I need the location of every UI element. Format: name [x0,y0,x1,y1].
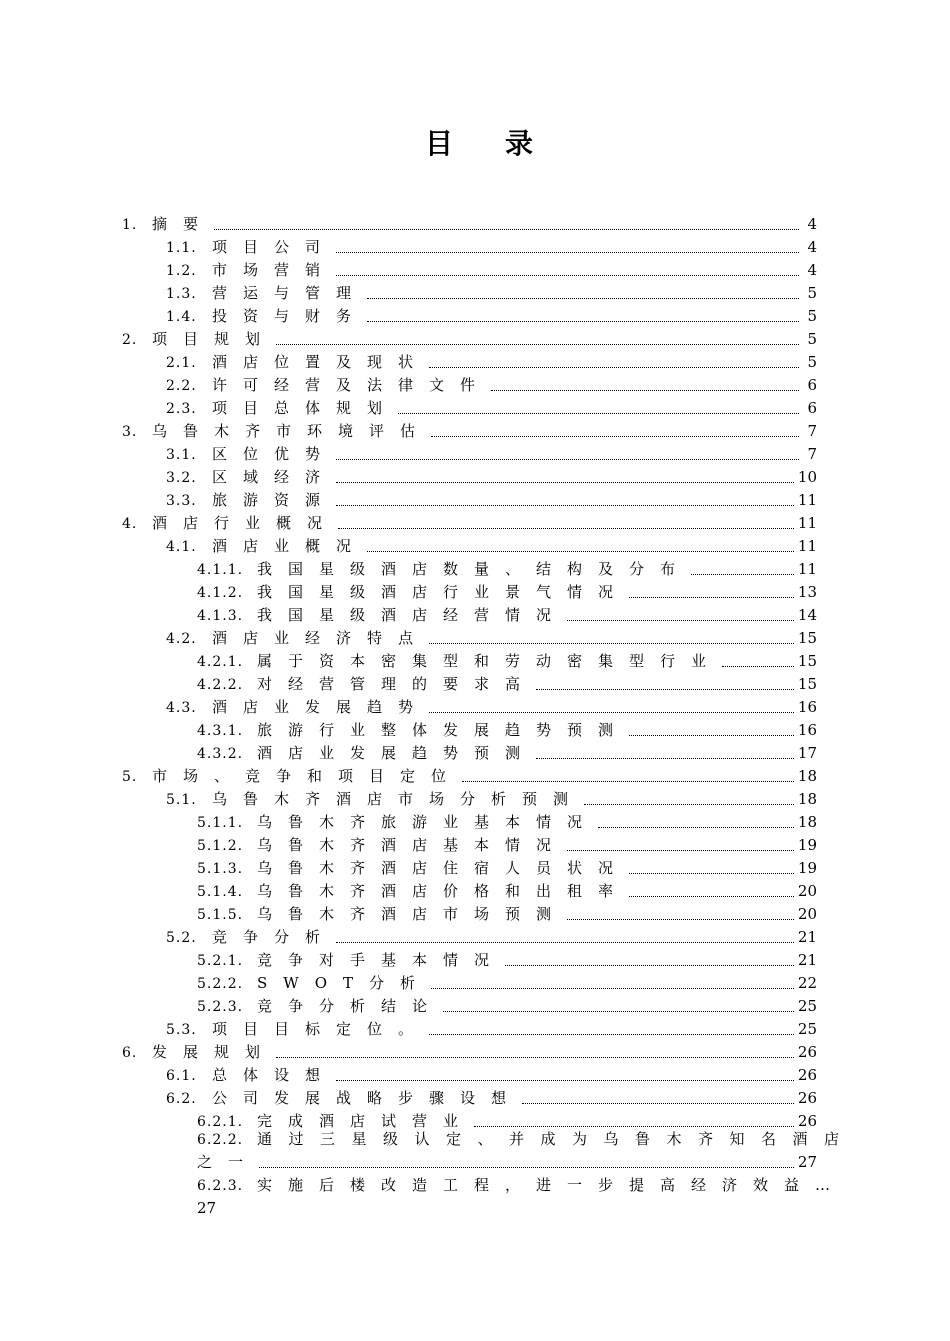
toc-leader-dots [474,1110,794,1127]
toc-entry-5[interactable] [122,765,817,788]
toc-entry-title: 实施后楼改造工程，进一步提高经济效益… [257,1176,847,1194]
toc-entry-number: 4.1.1. [197,562,244,578]
toc-page-number: 4 [807,238,817,256]
toc-entry-number: 6. [122,1045,138,1061]
toc-entry-5-1-3[interactable] [197,857,817,880]
toc-entry-title: 乌鲁木齐旅游业基本情况 [257,813,599,831]
toc-entry-title: 乌鲁木齐酒店基本情况 [257,836,568,854]
toc-page-number: 7 [807,445,817,463]
toc-leader-dots [367,282,799,299]
toc-leader-dots [598,811,794,828]
toc-entry-title: 许可经营及法律文件 [212,376,492,394]
toc-page-number: 16 [797,698,817,716]
toc-leader-dots [522,1087,794,1104]
toc-leader-dots [336,443,799,460]
toc-entry-title: SWOT分析 [257,974,431,992]
toc-entry-4-2-1[interactable] [197,650,817,673]
toc-page-number: 27 [197,1199,217,1217]
toc-page-number: 16 [797,721,817,739]
toc-leader-dots [567,903,794,920]
toc-entry-3-2[interactable] [166,466,817,489]
toc-leader-dots [536,673,794,690]
toc-entry-number: 4.1. [166,539,197,555]
toc-leader-dots [629,581,794,598]
toc-entry-title: 项目目标定位。 [212,1020,430,1038]
toc-entry-4-2-2[interactable] [197,673,817,696]
toc-leader-dots [398,397,799,414]
toc-entry-number: 3.2. [166,470,197,486]
toc-page-number: 18 [797,813,817,831]
toc-page-number: 5 [807,353,817,371]
toc-leader-dots [629,880,794,897]
toc-entry-5-1-2[interactable] [197,834,817,857]
toc-entry-6-2-2-line2[interactable] [197,1151,817,1174]
toc-entry-number: 3.1. [166,447,197,463]
toc-page-number: 19 [797,859,817,877]
toc-entry-number: 1. [122,217,138,233]
toc-page-number: 21 [797,928,817,946]
toc-page-number: 15 [797,675,817,693]
toc-entry-6-2-3-line1[interactable] [197,1174,846,1198]
toc-entry-number: 4.3.2. [197,746,244,762]
toc-entry-3[interactable] [122,420,817,443]
toc-entry-number: 5.1. [166,792,197,808]
toc-leader-dots [367,305,799,322]
toc-leader-dots [722,650,794,667]
toc-page-number: 15 [797,629,817,647]
toc-entry-4-3[interactable] [166,696,817,719]
toc-entry-number: 3. [122,424,138,440]
toc-entry-title: 我国星级酒店经营情况 [257,606,568,624]
toc-leader-dots [336,926,794,943]
toc-entry-number: 5.2. [166,930,197,946]
toc-entry-number: 4.2. [166,631,197,647]
toc-leader-dots [491,374,799,391]
toc-entry-title: 总体设想 [212,1066,337,1084]
toc-entry-4-1-2[interactable] [197,581,817,604]
toc-leader-dots [276,328,799,345]
toc-entry-number: 4.2.2. [197,677,244,693]
toc-leader-dots [584,788,794,805]
toc-entry-title: 之一 [197,1153,260,1171]
toc-entry-number: 5.2.2. [197,976,244,992]
toc-leader-dots [431,420,799,437]
toc-leader-dots [429,1018,794,1035]
toc-entry-title: 属于资本密集型和劳动密集型行业 [257,652,723,670]
toc-page-number: 18 [797,767,817,785]
toc-leader-dots [214,213,799,230]
toc-page-number: 25 [797,997,817,1015]
toc-entry-1[interactable] [122,213,817,236]
toc-leader-dots [567,604,794,621]
toc-entry-number: 5.1.2. [197,838,244,854]
toc-entry-title: 竞争分析 [212,928,337,946]
toc-entry-5-1-1[interactable] [197,811,817,834]
toc-entry-4-3-1[interactable] [197,719,817,742]
toc-entry-title: 通过三星级认定、并成为乌鲁木齐知名酒店 [257,1130,856,1148]
toc-page-number: 11 [797,514,817,532]
toc-page-number: 6 [807,399,817,417]
toc-entry-title: 营运与管理 [212,284,368,302]
toc-leader-dots [443,995,794,1012]
toc-entry-number: 4.3.1. [197,723,244,739]
toc-leader-dots [276,1041,794,1058]
toc-entry-title: 市场营销 [212,261,337,279]
toc-entry-6-2-2-line1[interactable] [197,1128,856,1152]
toc-leader-dots [462,765,794,782]
toc-entry-title: 酒店业概况 [212,537,368,555]
toc-leader-dots [429,351,799,368]
toc-entry-title: 摘要 [152,215,215,233]
toc-entry-1-4[interactable] [166,305,817,328]
toc-page-number: 26 [797,1112,817,1130]
toc-entry-1-3[interactable] [166,282,817,305]
toc-leader-dots [336,236,799,253]
toc-entry-title: 酒店行业概况 [152,514,339,532]
toc-leader-dots [259,1151,794,1168]
toc-entry-6-2-3-line2 [197,1197,216,1220]
toc-leader-dots [429,696,794,713]
toc-page-number: 11 [797,560,817,578]
toc-leader-dots [336,259,799,276]
toc-entry-5-2-1[interactable] [197,949,817,972]
toc-entry-title: 酒店业发展趋势 [212,698,430,716]
toc-page-number: 5 [807,307,817,325]
toc-entry-number: 4.1.3. [197,608,244,624]
toc-entry-4-3-2[interactable] [197,742,817,765]
toc-entry-5-1[interactable] [166,788,817,811]
toc-entry-title: 酒店业发展趋势预测 [257,744,537,762]
toc-entry-number: 4. [122,516,138,532]
toc-entry-number: 6.2. [166,1091,197,1107]
toc-entry-title: 竞争分析结论 [257,997,444,1015]
toc-entry-number: 5.1.5. [197,907,244,923]
toc-leader-dots [338,512,794,529]
toc-entry-4-1[interactable] [166,535,817,558]
toc-entry-title: 乌鲁木齐酒店市场预测 [257,905,568,923]
toc-page-number: 22 [797,974,817,992]
toc-page-number: 5 [807,330,817,348]
toc-entry-title: 对经营管理的要求高 [257,675,537,693]
toc-entry-title: 公司发展战略步骤设想 [212,1089,523,1107]
toc-leader-dots [367,535,794,552]
toc-entry-5-2[interactable] [166,926,817,949]
toc-entry-number: 5.1.4. [197,884,244,900]
toc-entry-2-2[interactable] [166,374,817,397]
toc-entry-title: 项目总体规划 [212,399,399,417]
toc-entry-6[interactable] [122,1041,817,1064]
toc-entry-number: 4.2.1. [197,654,244,670]
toc-leader-dots [336,1064,794,1081]
toc-entry-title: 旅游资源 [212,491,337,509]
toc-entry-title: 酒店位置及现状 [212,353,430,371]
toc-entry-title: 项目公司 [212,238,337,256]
toc-page-number: 4 [807,261,817,279]
toc-page-number: 25 [797,1020,817,1038]
toc-page-number: 18 [797,790,817,808]
toc-page-number: 26 [797,1089,817,1107]
toc-entry-number: 5.1.3. [197,861,244,877]
toc-entry-number: 1.3. [166,286,197,302]
toc-entry-5-2-3[interactable] [197,995,817,1018]
toc-leader-dots [536,742,794,759]
toc-entry-2-3[interactable] [166,397,817,420]
toc-entry-title: 乌鲁木齐市环境评估 [152,422,432,440]
toc-page-number: 13 [797,583,817,601]
toc-entry-number: 5. [122,769,138,785]
toc-leader-dots [336,489,794,506]
toc-entry-title: 完成酒店试营业 [257,1112,475,1130]
toc-leader-dots [431,972,794,989]
toc-entry-4-2[interactable] [166,627,817,650]
toc-entry-number: 6.2.3. [197,1178,244,1194]
toc-page-number: 11 [797,537,817,555]
toc-entry-number: 5.1.1. [197,815,244,831]
toc-entry-3-3[interactable] [166,489,817,512]
toc-entry-title: 投资与财务 [212,307,368,325]
toc-page-number: 11 [797,491,817,509]
toc-entry-5-1-4[interactable] [197,880,817,903]
toc-page-number: 5 [807,284,817,302]
toc-leader-dots [691,558,794,575]
toc-leader-dots [505,949,794,966]
toc-entry-number: 6.1. [166,1068,197,1084]
toc-entry-number: 2.3. [166,401,197,417]
toc-leader-dots [629,719,794,736]
toc-page-number: 17 [797,744,817,762]
toc-entry-title: 区域经济 [212,468,337,486]
toc-page-number: 7 [807,422,817,440]
toc-entry-number: 5.2.1. [197,953,244,969]
toc-entry-number: 2.1. [166,355,197,371]
toc-leader-dots [336,466,794,483]
toc-entry-3-1[interactable] [166,443,817,466]
toc-entry-4[interactable] [122,512,817,535]
toc-entry-title: 乌鲁木齐酒店市场分析预测 [212,790,585,808]
toc-entry-5-1-5[interactable] [197,903,817,926]
toc-entry-number: 5.3. [166,1022,197,1038]
toc-entry-title: 乌鲁木齐酒店价格和出租率 [257,882,630,900]
toc-page-number: 20 [797,905,817,923]
toc-entry-title: 区位优势 [212,445,337,463]
toc-entry-1-2[interactable] [166,259,817,282]
toc-page-number: 20 [797,882,817,900]
toc-entry-number: 3.3. [166,493,197,509]
toc-entry-title: 乌鲁木齐酒店住宿人员状况 [257,859,630,877]
toc-page-number: 6 [807,376,817,394]
toc-page-number: 14 [797,606,817,624]
toc-page-number: 10 [797,468,817,486]
toc-entry-number: 2. [122,332,138,348]
toc-leader-dots [629,857,794,874]
toc-title: 目录 [424,127,585,160]
toc-entry-number: 4.3. [166,700,197,716]
toc-entry-number: 1.2. [166,263,197,279]
toc-entry-title: 我国星级酒店数量、结构及分布 [257,560,692,578]
toc-entry-number: 6.2.2. [197,1132,244,1148]
toc-page-number: 26 [797,1066,817,1084]
toc-entry-number: 5.2.3. [197,999,244,1015]
toc-page-number: 27 [797,1153,817,1171]
toc-entry-title: 竞争对手基本情况 [257,951,506,969]
toc-entry-title: 旅游行业整体发展趋势预测 [257,721,630,739]
toc-entry-title: 项目规划 [152,330,277,348]
toc-entry-number: 1.4. [166,309,197,325]
toc-entry-1-1[interactable] [166,236,817,259]
toc-entry-title: 发展规划 [152,1043,277,1061]
toc-entry-5-3[interactable] [166,1018,817,1041]
toc-entry-number: 1.1. [166,240,197,256]
toc-entry-number: 6.2.1. [197,1114,244,1130]
toc-leader-dots [429,627,794,644]
toc-page-number: 15 [797,652,817,670]
toc-leader-dots [567,834,794,851]
toc-page-number: 21 [797,951,817,969]
toc-page-number: 26 [797,1043,817,1061]
toc-entry-2-1[interactable] [166,351,817,374]
toc-entry-6-2[interactable] [166,1087,817,1110]
toc-page-number: 19 [797,836,817,854]
toc-entry-title: 我国星级酒店行业景气情况 [257,583,630,601]
toc-entry-5-2-2[interactable] [197,972,817,995]
toc-entry-title: 市场、竞争和项目定位 [152,767,463,785]
toc-entry-title: 酒店业经济特点 [212,629,430,647]
toc-entry-4-1-1[interactable] [197,558,817,581]
toc-entry-number: 4.1.2. [197,585,244,601]
toc-entry-number: 2.2. [166,378,197,394]
toc-page-number: 4 [807,215,817,233]
toc-entry-4-1-3[interactable] [197,604,817,627]
toc-entry-6-1[interactable] [166,1064,817,1087]
toc-entry-2[interactable] [122,328,817,351]
